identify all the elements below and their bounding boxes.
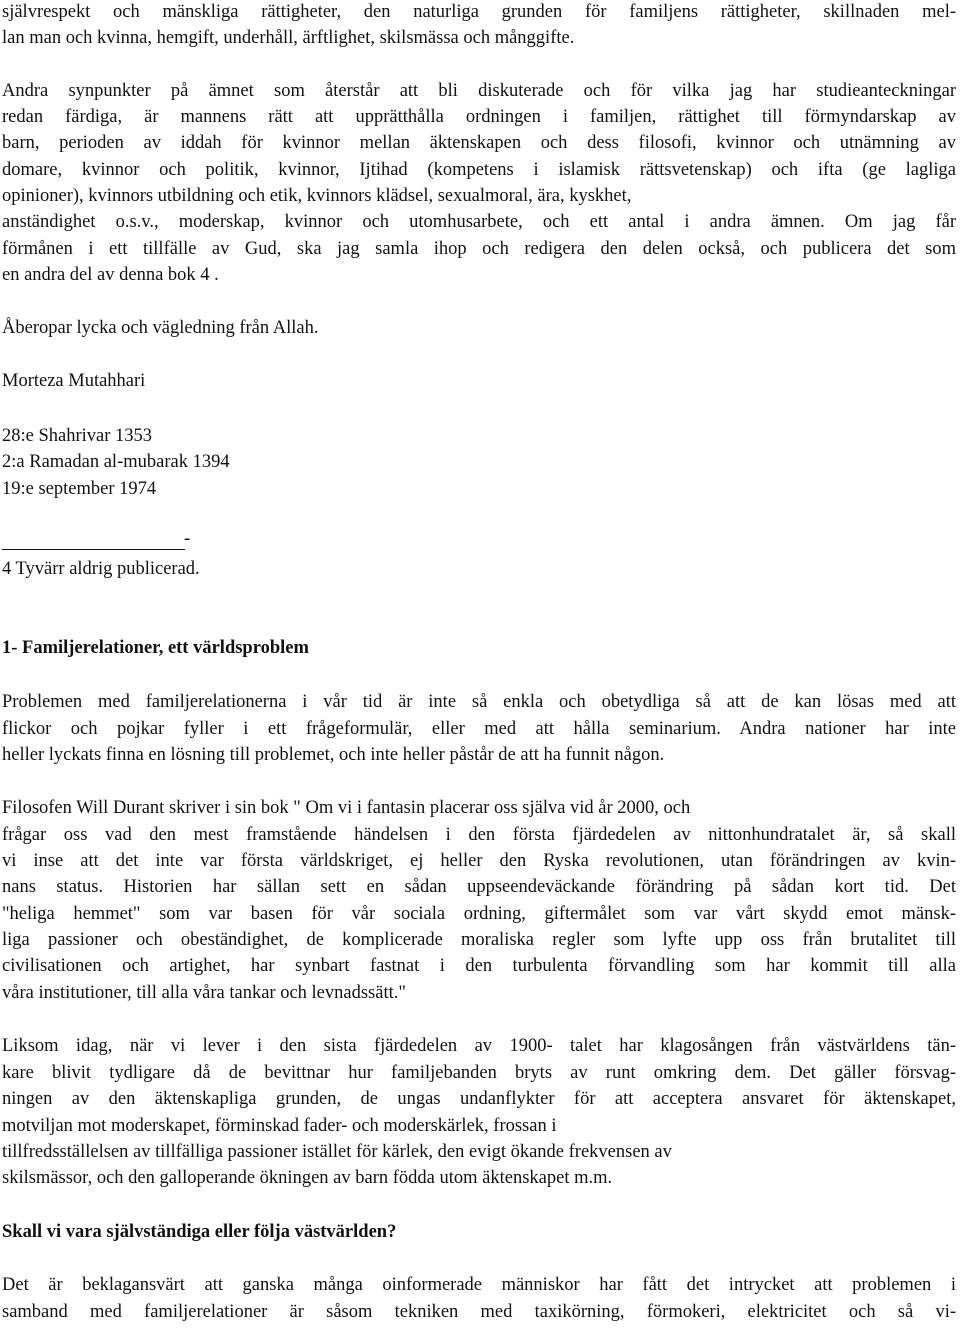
text-line: tillfredsställelsen av tillfälliga passioner istället för kärlek, den evigt ökande frekvensen av [2,1142,672,1162]
date-line: 28:e Shahrivar 1353 [2,426,153,446]
text-line: flickor och pojkar fyller i ett frågeformulär, eller med att hålla seminarium. Andra nationer har inte [2,719,956,739]
date-line: 19:e september 1974 [2,479,157,499]
section-heading: 1- Familjerelationer, ett världsproblem [2,638,309,658]
text-line: en andra del av denna bok 4 . [2,265,219,285]
footnote-text: 4 Tyvärr aldrig publicerad. [2,559,200,579]
footnote-separator [2,549,185,550]
text-line: Liksom idag, när vi lever i den sista fjärdedelen av 1900- talet har klagosången från västvärldens tän- [2,1036,956,1056]
text-line: kare blivit tydligare då de bevittnar hur familjebanden bryts av runt omkring dem. Det gäller försvag- [2,1063,956,1083]
text-line: nans status. Historien har sällan sett en sådan uppseendeväckande förändring på sådan kort tid. Det [2,877,956,897]
text-line: heller lyckats finna en lösning till problemet, och inte heller påstår de att ha funnit någon. [2,745,665,765]
text-line: samband med familjerelationer är såsom tekniken med taxikörning, förmokeri, elektricitet och så vi- [2,1302,956,1322]
date-line: 2:a Ramadan al-mubarak 1394 [2,452,230,472]
section-heading: Skall vi vara självständiga eller följa västvärlden? [2,1222,397,1242]
text-line: "heliga hemmet" som var basen för vår sociala ordning, giftermålet som var vårt skydd emot mänsk- [2,904,956,924]
text-line: förmånen i ett tillfälle av Gud, ska jag samla ihop och redigera den delen också, och publicera det som [2,239,956,259]
text-line: civilisationen och artighet, har synbart fastnat i den turbulenta förvandling som har kommit till alla [2,956,956,976]
text-line: frågar oss vad den mest framstående händelsen i den första fjärdedelen av nittonhundratalet är, så skall [2,825,956,845]
text-line: Problemen med familjerelationerna i vår tid är inte så enkla och obetydliga så att de kan lösas med att [2,692,956,712]
text-line: lan man och kvinna, hemgift, underhåll, ärftlighet, skilsmässa och månggifte. [2,28,575,48]
author-name: Morteza Mutahhari [2,371,146,391]
text-line: domare, kvinnor och politik, kvinnor, Ijtihad (kompetens i islamisk rättsvetenskap) och ifta (ge lagliga [2,160,956,180]
text-line: Det är beklagansvärt att ganska många oinformerade människor har fått det intrycket att problemen i [2,1275,956,1295]
text-line: vi inse att det inte var första världskriget, ej heller den Ryska revolutionen, utan förändringen av kvin- [2,851,956,871]
text-line: våra institutioner, till alla våra tankar och levnadssätt." [2,983,406,1003]
footnote-dash: - [184,529,191,549]
text-line: anständighet o.s.v., moderskap, kvinnor och utomhusarbete, och ett antal i andra ämnen. Om jag får [2,212,956,232]
text-line: ningen av den äktenskapliga grunden, de ungas undanflykter för att acceptera ansvaret för äktenskapet, [2,1089,956,1109]
text-line: skilsmässor, och den galloperande ökningen av barn födda utom äktenskapet m.m. [2,1168,613,1188]
text-line: självrespekt och mänskliga rättigheter, den naturliga grunden för familjens rättigheter, skillnaden mel- [2,2,956,22]
text-line: liga passioner och obeständighet, de komplicerade moraliska regler som lyfte upp oss från brutalitet till [2,930,956,950]
text-line: motviljan mot moderskapet, förminskad fader- och moderskärlek, frossan i [2,1116,557,1136]
text-line: barn, perioden av iddah för kvinnor mellan äktenskapen och dess filosofi, kvinnor och utnämning av [2,133,956,153]
text-line: opinioner), kvinnors utbildning och etik, kvinnors klädsel, sexualmoral, ära, kyskhet, [2,186,632,206]
text-line: Andra synpunkter på ämnet som återstår att bli diskuterade och för vilka jag har studieanteckningar [2,81,956,101]
closing-line: Åberopar lycka och vägledning från Allah. [2,318,319,338]
text-line: redan färdiga, är mannens rätt att upprätthålla ordningen i familjen, rättighet till förmyndarskap av [2,107,956,127]
text-line: Filosofen Will Durant skriver i sin bok " Om vi i fantasin placerar oss själva vid år 2000, och [2,798,691,818]
